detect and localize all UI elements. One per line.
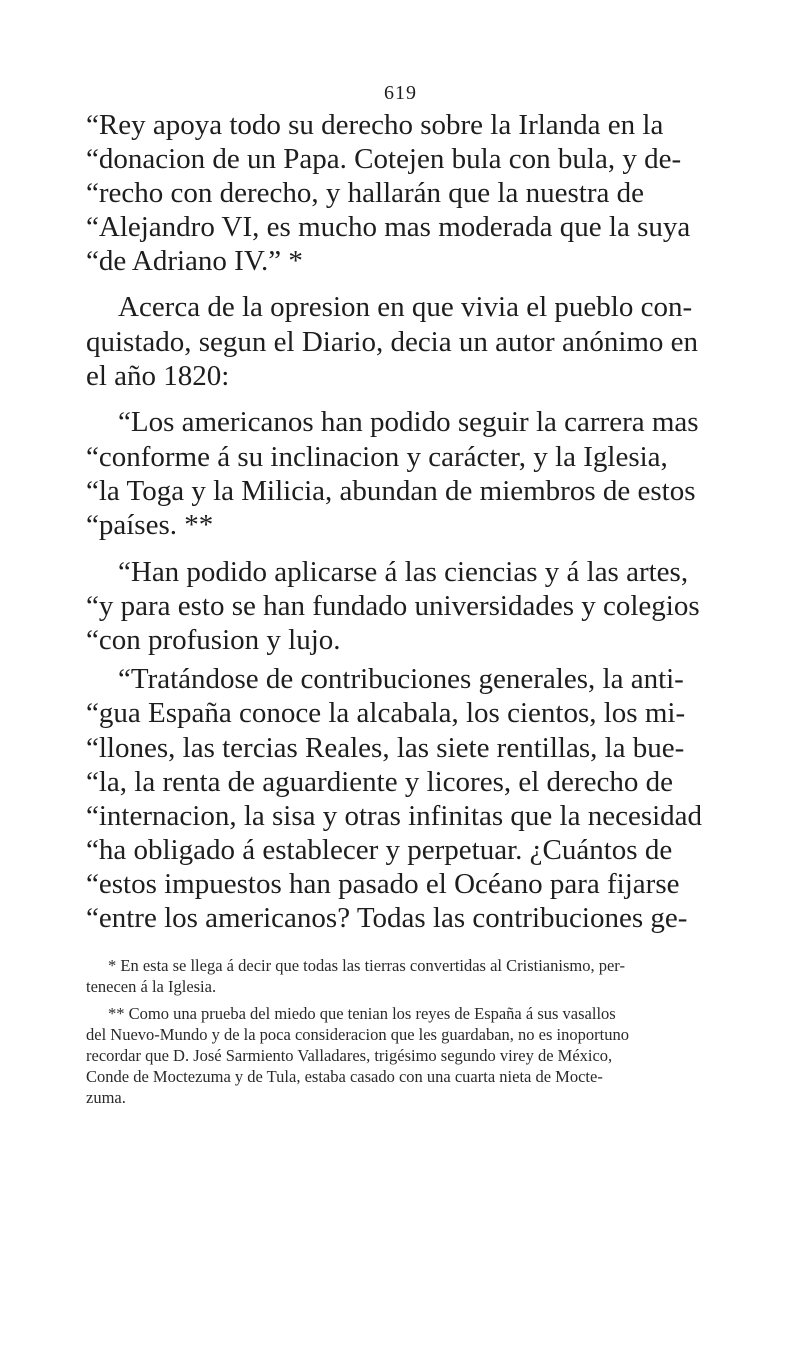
page-number: 619	[384, 82, 417, 104]
text-line: “llones, las tercias Reales, las siete rentillas, la bue-	[86, 732, 685, 764]
text-line: “con profusion y lujo.	[86, 624, 341, 656]
text-line: “internacion, la sisa y otras infinitas que la necesidad	[86, 800, 703, 832]
text-line: quistado, segun el Diario, decia un autor anónimo en	[86, 326, 699, 358]
text-line: “gua España conoce la alcabala, los cientos, los mi-	[86, 697, 686, 729]
text-line: “la, la renta de aguardiente y licores, el derecho de	[86, 766, 673, 798]
footnote-line: * En esta se llega á decir que todas las tierras convertidas al Cristianismo, per-	[108, 956, 625, 975]
text-line: “Han podido aplicarse á las ciencias y á las artes,	[118, 556, 689, 588]
text-line: “la Toga y la Milicia, abundan de miembros de estos	[86, 475, 696, 507]
footnote-line: recordar que D. José Sarmiento Valladares, trigésimo segundo virey de México,	[86, 1046, 613, 1065]
text-line: “ha obligado á establecer y perpetuar. ¿Cuántos de	[86, 834, 673, 866]
text-line: “Tratándose de contribuciones generales, la anti-	[118, 663, 684, 695]
text-line: Acerca de la opresion en que vivia el pueblo con-	[118, 291, 693, 323]
text-line: “Rey apoya todo su derecho sobre la Irlanda en la	[86, 109, 664, 141]
text-line: “entre los americanos? Todas las contribuciones ge-	[86, 902, 688, 934]
footnote-line: zuma.	[86, 1088, 126, 1107]
footnote-line: del Nuevo-Mundo y de la poca consideracion que les guardaban, no es inoportuno	[86, 1025, 629, 1044]
text-line: “Alejandro VI, es mucho mas moderada que la suya	[86, 211, 691, 243]
text-line: “de Adriano IV.” *	[86, 245, 303, 277]
footnote-line: tenecen á la Iglesia.	[86, 977, 217, 996]
footnote-line: Conde de Moctezuma y de Tula, estaba casado con una cuarta nieta de Mocte-	[86, 1067, 603, 1086]
footnote-line: ** Como una prueba del miedo que tenian los reyes de España á sus vasallos	[108, 1004, 616, 1023]
text-line: “países. **	[86, 509, 214, 541]
text-line: “y para esto se han fundado universidades y colegios	[86, 590, 700, 622]
text-line: el año 1820:	[86, 360, 230, 392]
text-line: “estos impuestos han pasado el Océano para fijarse	[86, 868, 680, 900]
text-line: “recho con derecho, y hallarán que la nuestra de	[86, 177, 644, 209]
text-line: “conforme á su inclinacion y carácter, y la Iglesia,	[86, 441, 668, 473]
text-line: “donacion de un Papa. Cotejen bula con bula, y de-	[86, 143, 682, 175]
text-line: “Los americanos han podido seguir la carrera mas	[118, 406, 699, 438]
